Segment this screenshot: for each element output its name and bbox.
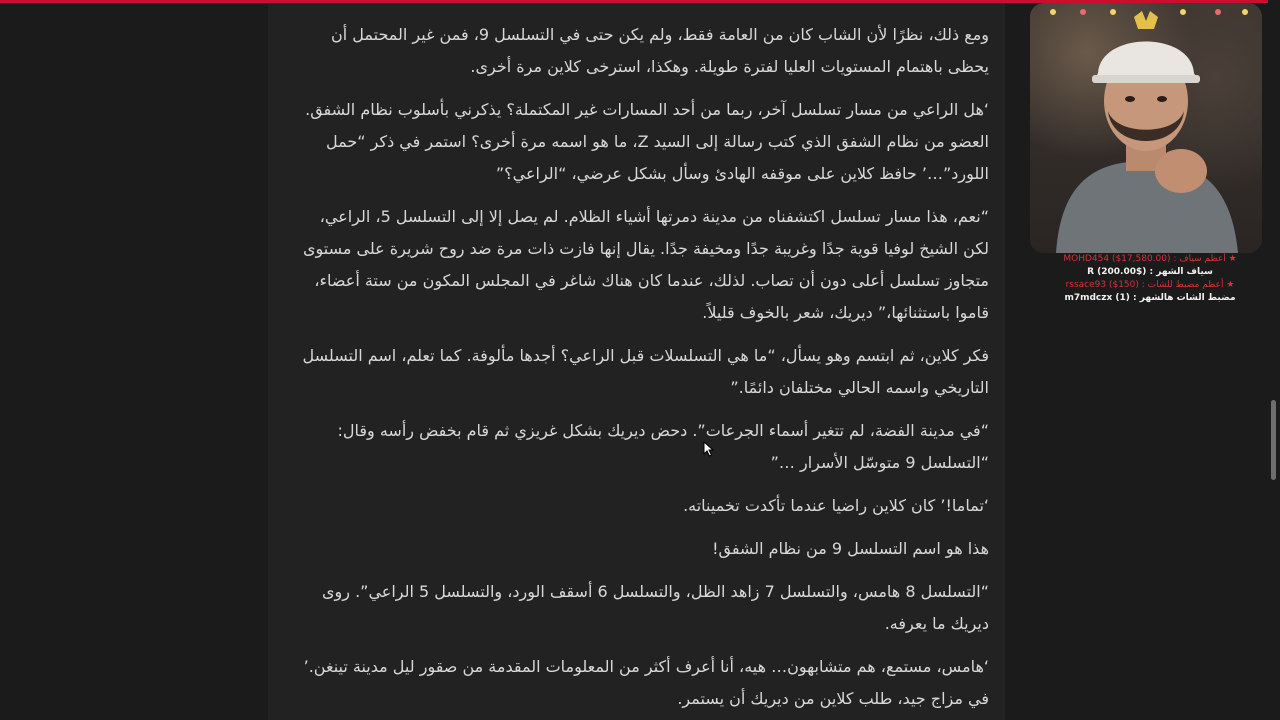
paragraph: ‘تماما!’ كان كلاين راضيا عندما تأكدت تخميناته.: [683, 496, 989, 515]
paragraph: هذا هو اسم التسلسل 9 من نظام الشفق!: [712, 539, 989, 558]
paragraph: ومع ذلك، نظرًا لأن الشاب كان من العامة فقط، ولم يكن حتى في التسلسل 9، فمن غير المحتمل أن يحظى باهتمام المستويات العليا لفترة طويلة. وهكذا، استرخى كلاين مرة أخرى.: [330, 25, 989, 76]
star-icon: ★: [1225, 254, 1237, 264]
paragraph: ‘هل الراعي من مسار تسلسل آخر، ربما من أحد المسارات غير المكتملة؟ يذكرني بأسلوب نظام الشفق. العضو من نظام الشفق الذي كتب رسالة إلى السيد Z، ما هو اسمه مرة أخرى؟ استمر في ذكر “حمل اللورد”…’ حافظ كلاين على موقفه الهادئ وسأل بشكل عرضي، “الراعي؟”: [305, 100, 989, 183]
stream-supporters-panel: [1040, 253, 1260, 305]
paragraph: “نعم، هذا مسار تسلسل اكتشفناه من مدينة دمرتها أشياء الظلام. لم يصل إلا إلى التسلسل 5، الراعي، لكن الشيخ لوفيا قوية جدًا وغريبة جدًا ومخيفة جدًا. يقال إنها فازت ذات مرة ضد روح شريرة على مستوى متجاوز تسلسل أعلى دون أن تصاب. لذلك، عندما كان هناك شاغر في المجلس المكون من ستة أعضاء، قاموا باستثنائها،” ديريك، شعر بالخوف قليلاً.: [302, 207, 989, 322]
chat-month-line: مضبط الشات هالشهر : (1) m7mdczx: [1064, 293, 1236, 303]
paragraph: فكر كلاين، ثم ابتسم وهو يسأل، “ما هي التسلسلات قبل الراعي؟ أجدها مألوفة. كما تعلم، اسم التسلسل التاريخي واسمه الحالي مختلفان دائمًا.”: [302, 346, 989, 397]
paragraph: “في مدينة الفضة، لم تتغير أسماء الجرعات”. دحض ديريك بشكل غريزي ثم قام بخفض رأسه وقال: “التسلسل 9 متوسّل الأسرار …”: [337, 421, 989, 472]
chapter-text: [290, 19, 989, 720]
top-supporter-line: ★ أعظم سياف : MOHD454 ($17,580.00): [1063, 254, 1237, 264]
scrollbar-thumb[interactable]: [1271, 400, 1276, 480]
paragraph: ‘هامس، مستمع، هم متشابهون… هيه، أنا أعرف أكثر من المعلومات المقدمة من صقور ليل مدينة تينغن.’ في مزاج جيد، طلب كلاين من ديريك أن يستمر.: [303, 657, 989, 708]
chat-top-line: ★ أعظم مضبط للشات : rssace93 ($150): [1065, 280, 1235, 290]
star-icon: ★: [1223, 280, 1235, 290]
streamer-avatar: [1046, 11, 1246, 253]
webcam-overlay: [1030, 3, 1262, 253]
mouse-cursor-icon: [703, 441, 715, 457]
paragraph: “التسلسل 8 هامس، والتسلسل 7 زاهد الظل، والتسلسل 6 أسقف الورد، والتسلسل 5 الراعي”. روى ديريك ما يعرفه.: [322, 582, 989, 633]
page-scrollbar[interactable]: [1268, 0, 1280, 720]
month-supporter-line: سياف الشهر : ($200.00) R: [1087, 267, 1213, 277]
chapter-content-panel: [268, 3, 1005, 720]
